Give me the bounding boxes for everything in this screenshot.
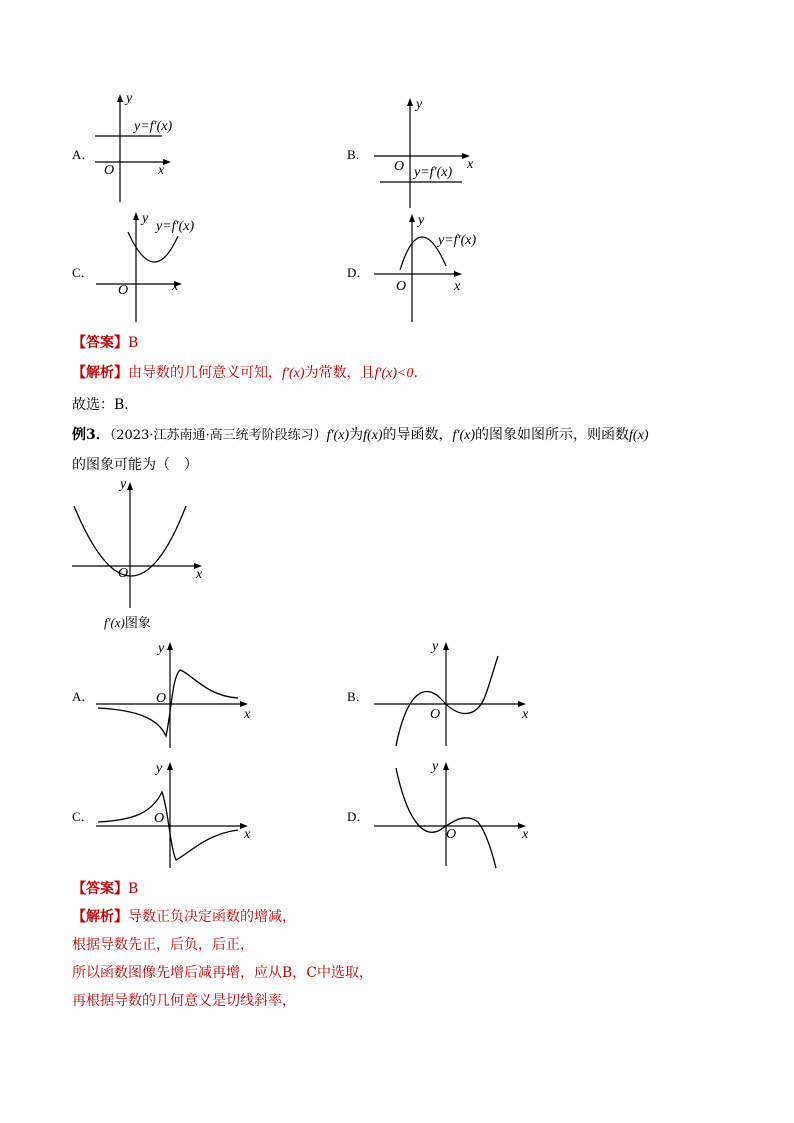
axis-x-label: x [158,163,165,178]
svg-text:y=f′(x): y=f′(x) [414,165,453,180]
svg-text:O: O [394,159,405,174]
q3-graph-a [96,638,256,750]
q3-graph-b [372,636,532,750]
svg-text:x: x [454,279,461,294]
svg-text:y: y [142,211,149,226]
answer-q3: 【答案】B [72,881,139,897]
svg-text:x: x [522,707,529,722]
option-d-label: D． [347,265,370,280]
svg-text:O: O [154,811,165,826]
q3-option-c-label: C． [72,809,94,824]
svg-text:O: O [430,707,441,722]
svg-text:O: O [446,827,457,842]
svg-text:O: O [156,691,167,706]
svg-text:x: x [172,279,179,294]
svg-text:y: y [416,97,423,112]
svg-text:x: x [244,707,251,722]
svg-text:y: y [418,213,425,228]
graph-prev-a [90,92,200,207]
choose-prev: 故选：B. [72,397,129,413]
svg-text:x: x [522,827,529,842]
svg-text:y=f′(x): y=f′(x) [438,233,477,248]
answer-prev: 【答案】B [72,335,139,351]
svg-text:O: O [118,283,129,298]
option-c-label: C． [72,265,94,280]
svg-text:x: x [467,157,474,172]
analysis-prev: 【解析】由导数的几何意义可知，f′(x)为常数，且f′(x)<0. [72,365,418,381]
q3-stem-line2: 的图象可能为（ ） [72,457,198,473]
analysis-q3-line-1: 【解析】导数正负决定函数的增减， [72,909,296,925]
svg-text:O: O [396,279,407,294]
q3-option-a-label: A． [72,689,95,704]
analysis-q3-line-4: 再根据导数的几何意义是切线斜率， [72,993,296,1009]
svg-text:x: x [196,567,203,582]
svg-text:x: x [244,827,251,842]
svg-text:y: y [156,761,163,776]
svg-text:O: O [118,566,129,581]
option-b-label: B． [347,147,369,162]
q3-stem: 例3．（2023·江苏南通·高三统考阶段练习）f′(x)为f(x)的导函数，f′(x)的图象如图所示，则函数f(x) [72,427,649,443]
option-a-label: A． [72,147,95,162]
analysis-q3-line-3: 所以函数图像先增后减再增，应从B，C中选取， [72,965,373,981]
curve-label: y=f′(x) [134,119,173,134]
graph-prev-d [372,212,512,327]
svg-text:y: y [120,477,127,492]
graph-prev-b [372,96,482,211]
q3-option-d-label: D． [347,809,370,824]
derivative-graph-caption: f′(x)图象 [104,615,151,631]
graph-prev-c [96,210,236,325]
svg-text:y: y [432,759,439,774]
svg-text:y: y [158,641,165,656]
derivative-graph [70,476,215,611]
svg-text:y=f′(x): y=f′(x) [156,219,195,234]
q3-graph-d [372,756,532,870]
q3-graph-c [96,758,256,870]
svg-text:y: y [432,639,439,654]
origin-label: O [104,163,115,178]
analysis-q3-line-2: 根据导数先正，后负，后正， [72,937,254,953]
q3-option-b-label: B． [347,689,369,704]
axis-y-label: y [126,91,133,106]
